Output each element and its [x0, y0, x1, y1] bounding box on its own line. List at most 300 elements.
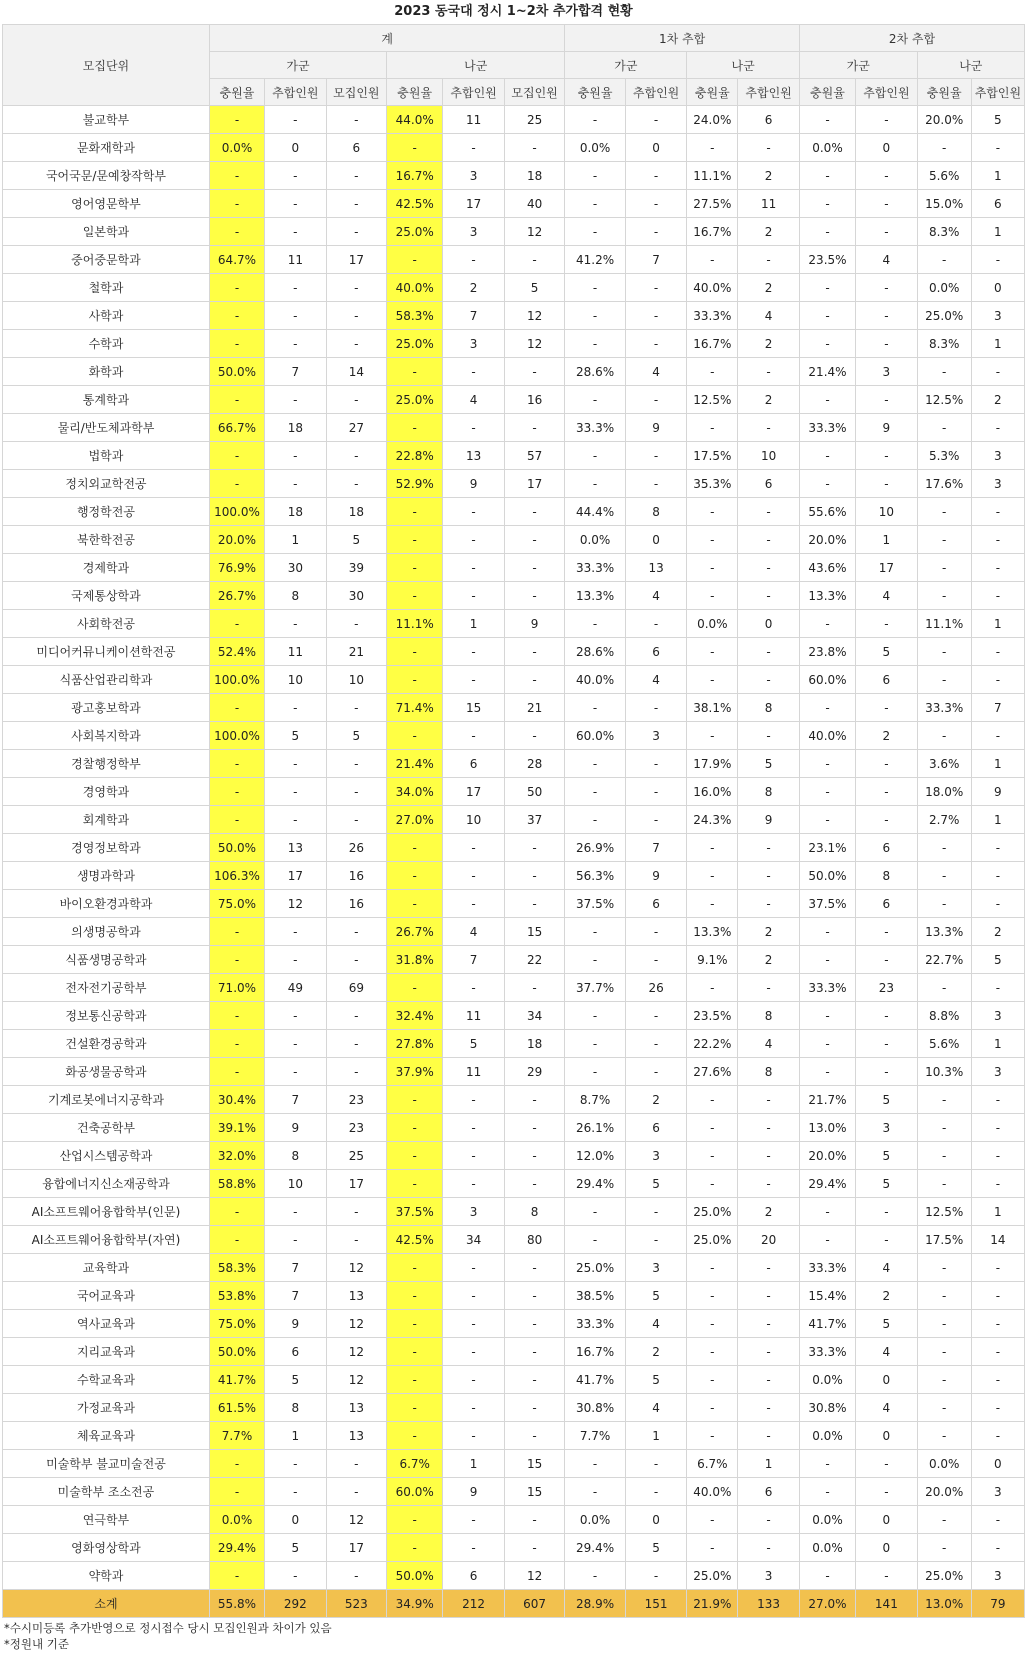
table-cell: -	[209, 162, 264, 190]
subtotal-cell: 607	[504, 1590, 565, 1618]
subtotal-cell: 21.9%	[687, 1590, 738, 1618]
table-cell: -	[799, 1058, 855, 1086]
table-cell: -	[917, 554, 971, 582]
table-cell: 0.0%	[209, 134, 264, 162]
table-cell: 37	[504, 806, 565, 834]
table-cell: 11	[443, 1058, 505, 1086]
table-cell: -	[856, 1058, 918, 1086]
table-cell: -	[387, 890, 443, 918]
unit-name-cell: 문화재학과	[3, 134, 210, 162]
table-row	[3, 1226, 1025, 1254]
header-added: 추합인원	[856, 79, 918, 106]
table-cell: 2	[738, 1198, 800, 1226]
table-cell: -	[504, 890, 565, 918]
table-cell: -	[799, 1226, 855, 1254]
table-cell: 12	[504, 1562, 565, 1590]
table-cell: -	[738, 1170, 800, 1198]
table-cell: -	[209, 1198, 264, 1226]
table-cell: 7	[265, 1282, 327, 1310]
table-row	[3, 1058, 1025, 1086]
table-cell: 4	[856, 246, 918, 274]
table-cell: 43.6%	[799, 554, 855, 582]
table-cell: 58.3%	[387, 302, 443, 330]
table-cell: 9	[971, 778, 1024, 806]
table-row	[3, 330, 1025, 358]
unit-name-cell: 정보통신공학과	[3, 1002, 210, 1030]
table-cell: -	[856, 470, 918, 498]
table-cell: 13.3%	[799, 582, 855, 610]
unit-name-cell: 영어영문학부	[3, 190, 210, 218]
table-row	[3, 1254, 1025, 1282]
table-cell: -	[799, 1002, 855, 1030]
subtotal-cell: 133	[738, 1590, 800, 1618]
table-cell: -	[565, 1226, 625, 1254]
unit-name-cell: 경영정보학과	[3, 834, 210, 862]
table-cell: 12	[504, 330, 565, 358]
table-cell: -	[917, 134, 971, 162]
table-cell: 30.8%	[799, 1394, 855, 1422]
table-cell: -	[799, 946, 855, 974]
table-cell: -	[687, 1534, 738, 1562]
table-cell: 23.5%	[799, 246, 855, 274]
table-cell: 1	[738, 1450, 800, 1478]
table-cell: 26.7%	[387, 918, 443, 946]
table-row	[3, 554, 1025, 582]
table-cell: 17.5%	[917, 1226, 971, 1254]
table-cell: 2.7%	[917, 806, 971, 834]
table-cell: 16.7%	[687, 218, 738, 246]
table-cell: 4	[738, 1030, 800, 1058]
table-row	[3, 1534, 1025, 1562]
unit-name-cell: 교육학과	[3, 1254, 210, 1282]
table-row	[3, 974, 1025, 1002]
table-cell: 6	[738, 1478, 800, 1506]
table-cell: 5	[971, 106, 1024, 134]
table-cell: -	[917, 582, 971, 610]
table-row	[3, 890, 1025, 918]
table-cell: -	[443, 554, 505, 582]
table-cell: -	[687, 974, 738, 1002]
table-cell: -	[687, 554, 738, 582]
table-cell: -	[971, 1366, 1024, 1394]
table-cell: 33.3%	[799, 1254, 855, 1282]
unit-name-cell: 북한학전공	[3, 526, 210, 554]
table-row	[3, 750, 1025, 778]
table-cell: -	[209, 1450, 264, 1478]
table-cell: -	[504, 1366, 565, 1394]
header-added: 추합인원	[265, 79, 327, 106]
table-cell: 5	[856, 1142, 918, 1170]
table-cell: -	[209, 1002, 264, 1030]
table-cell: 17	[856, 554, 918, 582]
table-cell: -	[443, 1086, 505, 1114]
table-cell: -	[443, 498, 505, 526]
table-cell: 16.7%	[387, 162, 443, 190]
table-cell: 3	[443, 218, 505, 246]
table-cell: 34	[504, 1002, 565, 1030]
table-cell: -	[971, 890, 1024, 918]
unit-name-cell: 경영학과	[3, 778, 210, 806]
table-cell: -	[799, 918, 855, 946]
table-cell: -	[971, 1114, 1024, 1142]
table-cell: 2	[625, 1338, 687, 1366]
table-cell: 11.1%	[387, 610, 443, 638]
table-cell: -	[326, 806, 386, 834]
table-cell: -	[971, 666, 1024, 694]
table-cell: -	[799, 190, 855, 218]
table-cell: 6	[856, 666, 918, 694]
table-cell: -	[738, 666, 800, 694]
unit-name-cell: 역사교육과	[3, 1310, 210, 1338]
table-cell: 20.0%	[209, 526, 264, 554]
table-cell: -	[738, 1142, 800, 1170]
table-cell: 23	[326, 1086, 386, 1114]
table-cell: -	[387, 554, 443, 582]
table-cell: 25.0%	[917, 1562, 971, 1590]
table-cell: -	[387, 498, 443, 526]
table-cell: -	[799, 1478, 855, 1506]
table-cell: -	[687, 1394, 738, 1422]
table-row	[3, 1310, 1025, 1338]
table-cell: -	[738, 358, 800, 386]
table-cell: -	[917, 974, 971, 1002]
table-cell: -	[326, 1226, 386, 1254]
table-cell: -	[738, 1422, 800, 1450]
table-cell: 7	[625, 246, 687, 274]
table-cell: 2	[738, 330, 800, 358]
table-cell: 23	[856, 974, 918, 1002]
table-cell: -	[738, 1534, 800, 1562]
table-row	[3, 246, 1025, 274]
table-cell: -	[265, 162, 327, 190]
table-cell: -	[565, 1478, 625, 1506]
table-cell: 17	[443, 190, 505, 218]
table-cell: 25	[504, 106, 565, 134]
table-cell: -	[209, 946, 264, 974]
header-added: 추합인원	[443, 79, 505, 106]
table-body	[3, 106, 1025, 1590]
table-cell: 30.8%	[565, 1394, 625, 1422]
table-cell: -	[504, 358, 565, 386]
unit-name-cell: 융합에너지신소재공학과	[3, 1170, 210, 1198]
table-cell: 29	[504, 1058, 565, 1086]
header-rate: 충원율	[565, 79, 625, 106]
table-cell: -	[209, 778, 264, 806]
table-cell: 52.4%	[209, 638, 264, 666]
table-cell: 3	[443, 330, 505, 358]
table-cell: 37.5%	[565, 890, 625, 918]
header-quota: 모집인원	[504, 79, 565, 106]
table-cell: -	[687, 414, 738, 442]
table-cell: -	[799, 1562, 855, 1590]
table-cell: 33.3%	[799, 974, 855, 1002]
unit-name-cell: 미술학부 조소전공	[3, 1478, 210, 1506]
table-cell: -	[387, 246, 443, 274]
header-round1-na: 나군	[687, 52, 800, 79]
table-cell: 12	[265, 890, 327, 918]
table-cell: 12	[326, 1338, 386, 1366]
unit-name-cell: 중어중문학과	[3, 246, 210, 274]
table-cell: -	[565, 190, 625, 218]
table-cell: 7	[265, 1254, 327, 1282]
table-cell: -	[799, 302, 855, 330]
admission-table	[2, 24, 1025, 1618]
table-cell: -	[971, 414, 1024, 442]
table-cell: 6	[443, 750, 505, 778]
table-cell: -	[687, 834, 738, 862]
table-cell: -	[799, 330, 855, 358]
table-cell: 5	[856, 638, 918, 666]
table-cell: 33.3%	[799, 414, 855, 442]
table-row	[3, 722, 1025, 750]
table-cell: -	[856, 750, 918, 778]
table-row	[3, 1562, 1025, 1590]
table-cell: -	[326, 190, 386, 218]
table-cell: 18	[504, 162, 565, 190]
header-total-ga: 가군	[209, 52, 386, 79]
table-cell: -	[625, 442, 687, 470]
table-cell: 6	[625, 890, 687, 918]
table-cell: 11	[265, 246, 327, 274]
table-cell: 9	[443, 470, 505, 498]
table-cell: -	[971, 974, 1024, 1002]
table-cell: 69	[326, 974, 386, 1002]
table-cell: -	[856, 694, 918, 722]
subtotal-cell: 55.8%	[209, 1590, 264, 1618]
table-cell: -	[504, 1170, 565, 1198]
table-cell: 10	[443, 806, 505, 834]
table-cell: -	[443, 638, 505, 666]
table-cell: 0.0%	[799, 1366, 855, 1394]
table-cell: 7	[443, 302, 505, 330]
table-cell: -	[738, 1366, 800, 1394]
unit-name-cell: 미디어커뮤니케이션학전공	[3, 638, 210, 666]
table-cell: -	[387, 834, 443, 862]
table-cell: -	[209, 274, 264, 302]
table-cell: 8	[625, 498, 687, 526]
table-cell: -	[326, 330, 386, 358]
table-cell: 32.0%	[209, 1142, 264, 1170]
table-cell: -	[971, 1422, 1024, 1450]
header-added: 추합인원	[738, 79, 800, 106]
table-cell: 8	[738, 1002, 800, 1030]
table-cell: -	[856, 442, 918, 470]
table-cell: -	[387, 862, 443, 890]
table-cell: -	[209, 806, 264, 834]
table-cell: -	[265, 946, 327, 974]
table-cell: 50.0%	[209, 1338, 264, 1366]
table-cell: -	[799, 610, 855, 638]
table-cell: 1	[971, 806, 1024, 834]
table-cell: 2	[443, 274, 505, 302]
header-rate: 충원율	[799, 79, 855, 106]
table-cell: 0	[971, 274, 1024, 302]
table-cell: 15	[443, 694, 505, 722]
table-cell: -	[326, 946, 386, 974]
table-cell: -	[387, 1142, 443, 1170]
table-cell: 80	[504, 1226, 565, 1254]
table-cell: -	[209, 750, 264, 778]
table-cell: 4	[856, 1254, 918, 1282]
table-cell: 22.7%	[917, 946, 971, 974]
table-cell: 16	[326, 862, 386, 890]
subtotal-cell: 212	[443, 1590, 505, 1618]
table-cell: 0.0%	[565, 526, 625, 554]
table-cell: 9	[625, 414, 687, 442]
table-header	[3, 25, 1025, 106]
table-cell: 1	[971, 610, 1024, 638]
table-cell: 33.3%	[799, 1338, 855, 1366]
table-cell: 3	[971, 1478, 1024, 1506]
table-cell: -	[326, 106, 386, 134]
table-cell: 25.0%	[687, 1198, 738, 1226]
table-cell: -	[625, 918, 687, 946]
table-cell: 7	[971, 694, 1024, 722]
table-cell: 42.5%	[387, 1226, 443, 1254]
table-cell: -	[265, 694, 327, 722]
footnote: *수시미등록 추가반영으로 정시접수 당시 모집인원과 차이가 있음	[4, 1621, 332, 1635]
table-cell: -	[971, 1142, 1024, 1170]
table-cell: 14	[326, 358, 386, 386]
table-cell: 25.0%	[917, 302, 971, 330]
table-cell: 75.0%	[209, 1310, 264, 1338]
table-cell: -	[209, 610, 264, 638]
table-cell: 5	[265, 1534, 327, 1562]
table-cell: 5	[326, 722, 386, 750]
table-cell: -	[265, 190, 327, 218]
table-cell: -	[443, 526, 505, 554]
table-cell: -	[565, 694, 625, 722]
table-row	[3, 526, 1025, 554]
table-cell: -	[443, 834, 505, 862]
table-cell: 22	[504, 946, 565, 974]
table-cell: 6.7%	[687, 1450, 738, 1478]
unit-name-cell: 의생명공학과	[3, 918, 210, 946]
table-cell: 16	[504, 386, 565, 414]
table-cell: 40.0%	[387, 274, 443, 302]
table-cell: 10	[738, 442, 800, 470]
unit-name-cell: 회계학과	[3, 806, 210, 834]
table-cell: 16	[326, 890, 386, 918]
table-cell: -	[565, 218, 625, 246]
table-cell: 30	[265, 554, 327, 582]
table-cell: -	[565, 386, 625, 414]
table-cell: -	[265, 1030, 327, 1058]
table-cell: 3	[625, 1254, 687, 1282]
table-cell: 39	[326, 554, 386, 582]
unit-name-cell: 사학과	[3, 302, 210, 330]
table-cell: -	[799, 442, 855, 470]
table-cell: 18	[265, 414, 327, 442]
table-cell: -	[738, 1282, 800, 1310]
table-cell: 6	[971, 190, 1024, 218]
table-cell: 18	[504, 1030, 565, 1058]
table-row	[3, 358, 1025, 386]
table-cell: 11	[738, 190, 800, 218]
table-cell: 100.0%	[209, 666, 264, 694]
header-unit: 모집단위	[3, 25, 210, 106]
table-cell: 29.4%	[565, 1534, 625, 1562]
table-cell: 9	[625, 862, 687, 890]
table-cell: 0.0%	[687, 610, 738, 638]
table-cell: 8.7%	[565, 1086, 625, 1114]
table-cell: 4	[625, 1394, 687, 1422]
table-cell: -	[504, 1310, 565, 1338]
table-cell: 21	[326, 638, 386, 666]
table-cell: 37.5%	[799, 890, 855, 918]
header-total-na: 나군	[387, 52, 565, 79]
table-cell: 12	[326, 1366, 386, 1394]
table-cell: 27.6%	[687, 1058, 738, 1086]
table-cell: -	[917, 1142, 971, 1170]
table-cell: 0	[971, 1450, 1024, 1478]
table-cell: -	[917, 414, 971, 442]
table-cell: 37.5%	[387, 1198, 443, 1226]
table-cell: -	[565, 274, 625, 302]
table-cell: -	[799, 694, 855, 722]
table-cell: 57	[504, 442, 565, 470]
table-cell: 7.7%	[209, 1422, 264, 1450]
table-cell: 4	[625, 358, 687, 386]
table-cell: -	[565, 1058, 625, 1086]
table-cell: 56.3%	[565, 862, 625, 890]
table-cell: -	[738, 526, 800, 554]
table-cell: -	[738, 246, 800, 274]
table-cell: -	[326, 1478, 386, 1506]
table-cell: -	[209, 1058, 264, 1086]
table-row	[3, 498, 1025, 526]
unit-name-cell: 법학과	[3, 442, 210, 470]
header-added: 추합인원	[971, 79, 1024, 106]
subtotal-cell: 13.0%	[917, 1590, 971, 1618]
table-cell: 13	[326, 1422, 386, 1450]
table-cell: 10	[265, 1170, 327, 1198]
table-cell: 1	[971, 750, 1024, 778]
table-cell: 8.3%	[917, 218, 971, 246]
header-round1-ga: 가군	[565, 52, 687, 79]
table-cell: 50.0%	[799, 862, 855, 890]
table-cell: -	[917, 246, 971, 274]
table-cell: 40	[504, 190, 565, 218]
table-cell: 33.3%	[917, 694, 971, 722]
table-cell: -	[625, 218, 687, 246]
table-cell: -	[504, 1394, 565, 1422]
table-cell: -	[565, 302, 625, 330]
table-cell: 22.8%	[387, 442, 443, 470]
table-row	[3, 582, 1025, 610]
table-cell: 7	[625, 834, 687, 862]
table-cell: 0	[625, 1506, 687, 1534]
table-cell: 6	[856, 834, 918, 862]
table-cell: -	[917, 1114, 971, 1142]
table-cell: 20.0%	[917, 1478, 971, 1506]
table-cell: -	[917, 834, 971, 862]
table-cell: -	[265, 386, 327, 414]
table-cell: -	[917, 638, 971, 666]
table-row	[3, 638, 1025, 666]
table-cell: -	[387, 1310, 443, 1338]
table-cell: 1	[971, 162, 1024, 190]
table-cell: -	[326, 274, 386, 302]
table-cell: -	[856, 386, 918, 414]
table-cell: 0	[265, 134, 327, 162]
table-cell: 4	[856, 582, 918, 610]
table-cell: 3	[971, 302, 1024, 330]
table-cell: 26.9%	[565, 834, 625, 862]
table-cell: 33.3%	[565, 414, 625, 442]
table-cell: -	[209, 218, 264, 246]
table-cell: 27.8%	[387, 1030, 443, 1058]
